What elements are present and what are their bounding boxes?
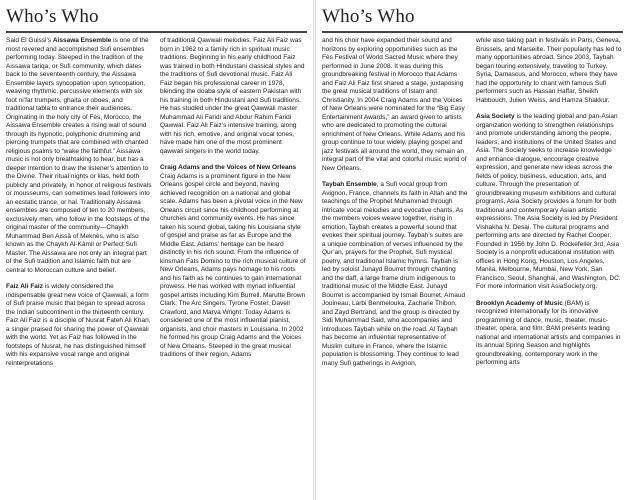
faiz-name: Faiz Ali Faiz xyxy=(6,283,43,290)
page-title: Who’s Who xyxy=(6,6,99,27)
title-rule-right xyxy=(322,31,623,33)
aissawa-name: Aissawa Ensemble xyxy=(52,37,112,44)
left-column-1 xyxy=(6,37,152,500)
aissawa-lead: Said El Guissi’s xyxy=(6,37,53,44)
title-rule xyxy=(6,31,307,33)
right-column-1 xyxy=(322,37,468,500)
right-page xyxy=(316,0,629,500)
faiz-continuation: of traditional Qawwali melodies. Faiz Ali Faiz was born in 1962 to a family rich in spiritual music traditions. Beginning in his early childhood Faiz was trained in both Hindustani classical styles and the traditions of Sufi devotional music. Faiz Ali Faiz began his professional career in 1978, blending the doaba style of eastern Pakistan with his training in both Hindustani and Sufi traditions. He has studied under the great Qawwali master Muhammad Ali Faridi and Abdur Rahim Faridi Qawwal. Faiz Ali Faiz’s intensive training, along with his rich, emotive, and original vocal tones, have made him one of the most prominent qawwali singers in the world today. xyxy=(160,37,305,155)
aissawa-body: is one of the most revered and accomplished Sufi ensembles performing today. Steeped in the tradition of the Aissawa tariqa, or Sufi community, which dates back to the seventeenth century, the Aissawa Ensemble layers syncopation upon syncopation, weaving rhythmic, percussive elements with six foot ni’far trumpets, ghaita or oboes, and traditional tabla to entrance their audiences. Originating in the holy city of Fès, Morocco, the Aissawa Ensemble creates a rising wall of sound through its hypnotic, polyphonic drumming and piercing trumpets that are combined with chanted religious psalms to “wake the faithful.” Aissawa music is not only breathtaking to hear, but has a deeper intention to draw the listener’s attention to the Divine. Their ritual nights or lilas, held both publicly and privately, in honor of religious festivals or mousseums, can sometimes lead followers into an ecstatic trance, or hal. Traditionally Aissawa ensembles are composed of ten to 20 members, exclusively men, who follow in the footsteps of the original master of the community—Chaykh Muhammad Ben Aissâ of Meknès, who is also known as the Chaykh Al-Kâmil or Perfect Sufi Master. The Aissawa are not only an integral part of the Sufi tradition and Islamic faith but are central to Moroccan culture and belief. xyxy=(6,37,152,274)
bam-paragraph xyxy=(476,300,622,368)
craig-adams-paragraph: Craig Adams is a prominent figure in the New Orleans gospel circle and beyond, having achieved recognition on a national and global scale. Adams has been a pivotal voice in the New Orleans circuit since his childhood performing at churches and community events. He has since taken his sound global, taking his Louisiana style of gospel and praise as far as Europe and the Middle East. Adams’ heritage can be heard distinctly in his rich sound. From the influence of kinsman Fats Domino to the rich musical culture of New Orleans, Adams pays homage to his roots and his faith as he continues to gain international prowess. He has worked with myriad influential gospel artists including Kim Burrell, Marutte Brown Clark, The Arc Singers, Tyrone Foster, Davell Crawford, and Marva Wright. Today Adams is considered one of the most influential pianist, organists, and choir masters in Louisiana. In 2002 he formed his group Craig Adams and the Voices of New Orleans. Steeped in the great musical traditions of their region, Adams xyxy=(160,172,306,358)
faiz-body: is widely considered the indispensable great new voice of Qawwali, a form of Sufi praise music that began to spread across the Indian subcontinent in the thirteenth century. Faiz Ali Faiz is a disciple of Nusrat Fateh Ali Khan, a singer praised for sharing the power of Qawwali with the world. Yet as Faiz has followed in the footsteps of Nusrat, he has distinguished himself with his expansive vocal range and original reinterpretations xyxy=(6,283,151,367)
craig-adams-heading: Craig Adams and the Voices of New Orleans xyxy=(160,164,297,171)
bam-body: (BAM) is recognized internationally for its innovative programming of dance, music, theater, music-theater, opera, and film. BAM presents leading national and international artists and companies in its annual Spring Season and highlights groundbreaking, contemporary work in the performing arts xyxy=(476,299,621,366)
left-page xyxy=(0,0,313,500)
aissawa-paragraph xyxy=(6,37,152,275)
asia-society-body: is the leading global and pan-Asian organization working to strengthen relationships and promote understanding among the people, leaders, and institutions of the United States and Asia. The Society seeks to increase knowledge and enhance dialogue, encourage creative expression, and generate new ideas across the fields of policy, business, education, arts, and culture. Through the presentation of groundbreaking museum exhibitions and cultural programs, Asia Society provides a forum for both traditional and contemporary Asian artistic expressions. The Asia Society is led by President Vishakha N. Desai. The cultural programs and performing arts are directed by Rachel Cooper. Founded in 1956 by John D. Rockefeller 3rd, Asia Society is a nonprofit educational institution with offices in Hong Kong, Houston, Los Angeles, Manila, Melbourne, Mumbai, New York, San Francisco, Seoul, Shanghai, and Washington, DC. For more information visit AsiaSociety.org. xyxy=(476,113,621,290)
faiz-paragraph xyxy=(6,283,152,368)
taybah-name: Taybah Ensemble xyxy=(322,181,377,188)
taybah-body: , a Sufi vocal group from Avignon, France, channels its faith in Allah and the teachings of the Prophet Muhammad through intricate vocal melodies and evocative chants. As the members voices weave together, rising in emotion, Taybah creates a powerful sound that evokes their spiritual journey. Taybah’s suites are a unique combination of verses influenced by the Qur’an, prayers for the Prophet, Sufi mystical poetry, and traditional Islamic hymns. Taybah is led by soloist Junayd Bourret through chanting and the daff, a large frame drum indigenous to traditional music of the Middle East. Junayd Bourret is accompanied by Ismail Bourret, Arnaud Jouineau, Larbi Benmelouka, Zacharie Thibon, and Zayd Bertrand, and the group is directed by Sidi Muhammad Said, who accompanies and introduces Taybah while on the road. Al Taybah has become an influential representative of Muslim culture in France, where the Islamic population is blossoming. They continue to lead many Sufi gatherings in Avignon, xyxy=(322,181,468,367)
left-column-2 xyxy=(160,37,306,500)
page-title-right: Who’s Who xyxy=(322,6,415,27)
bam-name: Brooklyn Academy of Music xyxy=(476,299,563,307)
asia-society-name: Asia Society xyxy=(476,113,515,120)
taybah-continuation: while also taking part in festivals in Paris, Geneva, Brussels, and Marseille. Their popularity has led to many opportunities abroad. Since 2003, Taybah began touring extensively, traveling to Turkey, Syria, Damascus, and Morocco, where they have had the opportunity to chant with famous Sufi performers such as Hassan Haffar, Sheikh Habbouch, Julien Weiss, and Hamza Shakkur. xyxy=(476,37,622,104)
asia-society-paragraph xyxy=(476,113,622,292)
craig-adams-continuation: and his choir have expanded their sound and horizons by exploring opportunities such as the Fès Festival of World Sacred Music where they performed in June 2008. It was during this groundbreaking festival in Morocco that Adams and Faiz Ali Faiz first shared a stage, juxtaposing the great musical traditions of Islam and Christianity. In 2004 Craig Adams and the Voices of New Orleans were nominated for the “Big Easy Entertainment Awards,” an award given to artists who are dedicated to promoting the cultural enrichment of New Orleans. While Adams and his group continue to tour widely, playing gospel and jazz festivals all around the world, they remain an integral part of the vital and colorful music world of New Orleans. xyxy=(322,37,467,172)
taybah-paragraph xyxy=(322,181,468,368)
right-column-2 xyxy=(476,37,622,500)
